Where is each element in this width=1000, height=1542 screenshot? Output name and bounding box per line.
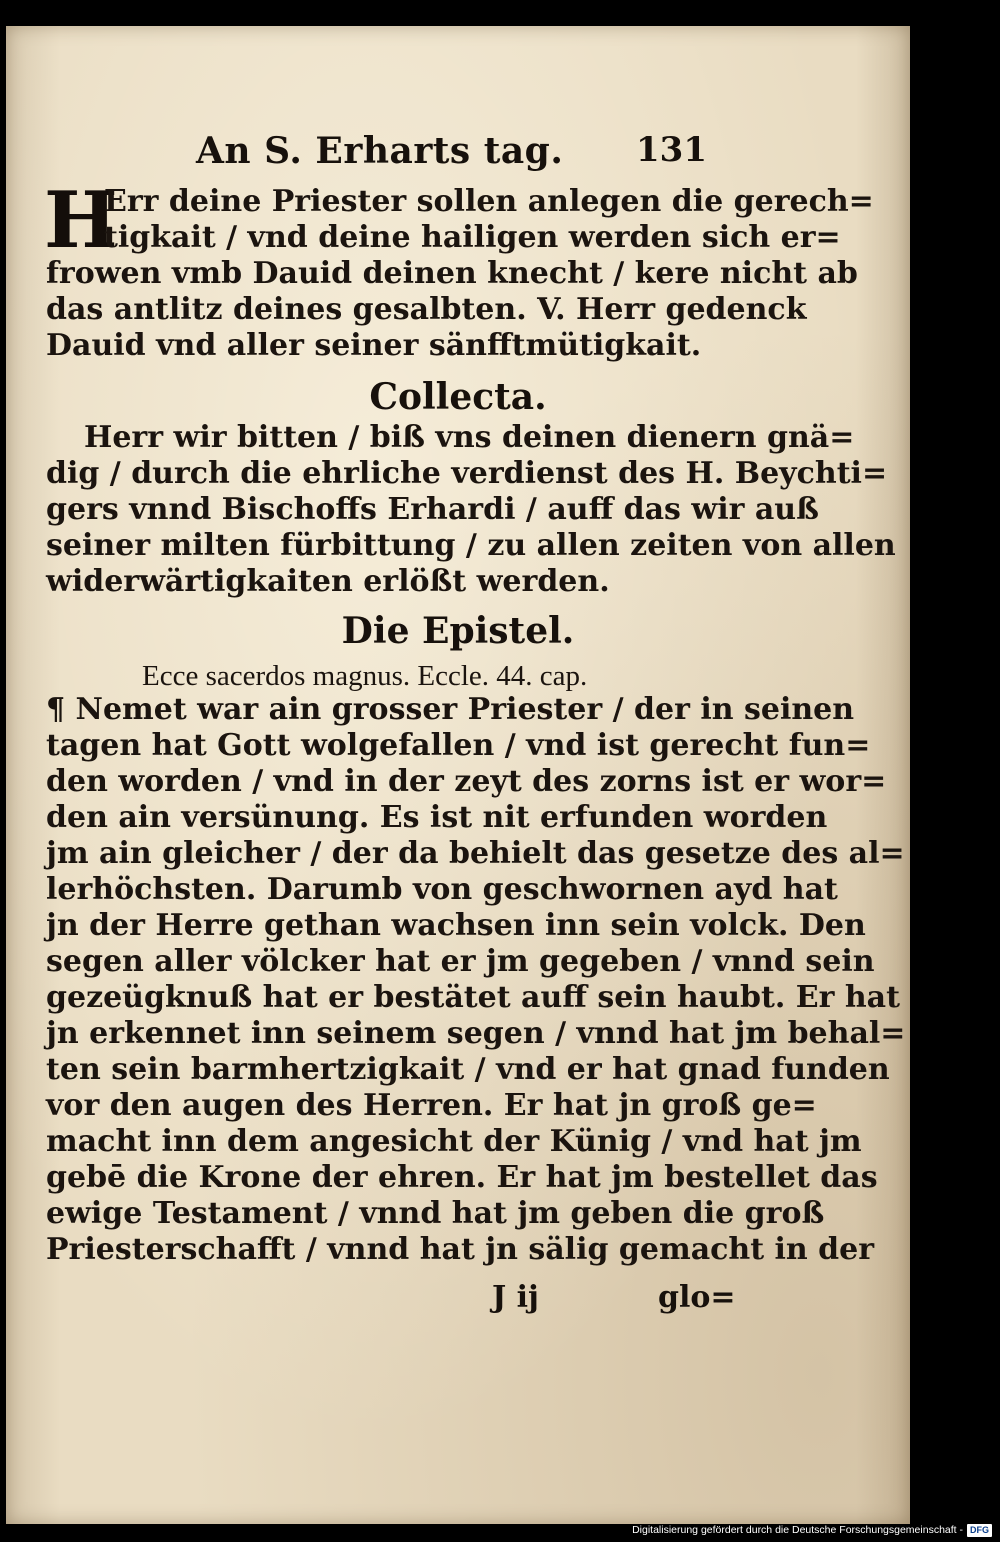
epistel-line: segen aller völcker hat er jm gegeben / vnnd sein	[46, 944, 875, 979]
epistel-line: vor den augen des Herren. Er hat jn groß ge=	[46, 1088, 817, 1123]
dfg-logo: DFG	[967, 1524, 992, 1537]
collecta-heading: Collecta.	[369, 376, 547, 418]
collecta-line: widerwärtigkaiten erlößt werden.	[46, 564, 610, 599]
epistel-line: ¶ Nemet war ain grosser Priester / der in seinen	[46, 692, 855, 727]
opening-line: tigkait / vnd deine hailigen werden sich er=	[104, 220, 841, 255]
digitization-credit	[632, 1522, 992, 1538]
collecta-line: dig / durch die ehrliche verdienst des H. Beychti=	[46, 456, 888, 491]
epistel-line: ewige Testament / vnnd hat jm geben die groß	[46, 1196, 825, 1231]
epistel-reference: Ecce sacerdos magnus. Eccle. 44. cap.	[142, 660, 588, 692]
signature-mark: J ij	[492, 1280, 539, 1315]
collecta-line: seiner milten fürbittung / zu allen zeiten von allen	[46, 528, 896, 563]
folio-number: 131	[636, 130, 707, 170]
drop-initial: H	[44, 175, 118, 266]
running-header	[196, 130, 736, 176]
book-page	[6, 26, 910, 1524]
epistel-line: gebē die Krone der ehren. Er hat jm bestellet das	[46, 1160, 878, 1195]
opening-line: frowen vmb Dauid deinen knecht / kere nicht ab	[46, 256, 858, 291]
collecta-line: gers vnnd Bischoffs Erhardi / auff das wir auß	[46, 492, 819, 527]
epistel-line: ten sein barmhertzigkait / vnd er hat gnad funden	[46, 1052, 890, 1087]
opening-line: das antlitz deines gesalbten. V. Herr gedenck	[46, 292, 807, 327]
epistel-line: den ain versünung. Es ist nit erfunden worden	[46, 800, 828, 835]
epistel-line: tagen hat Gott wolgefallen / vnd ist gerecht fun=	[46, 728, 871, 763]
opening-line: Dauid vnd aller seiner sänfftmütigkait.	[46, 328, 702, 363]
epistel-line: gezeügknuß hat er bestätet auff sein haubt. Er hat	[46, 980, 900, 1015]
epistel-line: macht inn dem angesicht der Künig / vnd hat jm	[46, 1124, 862, 1159]
collecta-line: Herr wir bitten / biß vns deinen dienern gnä=	[84, 420, 855, 455]
epistel-line: jn der Herre gethan wachsen inn sein volck. Den	[46, 908, 866, 943]
credit-text: Digitalisierung gefördert durch die Deutsche Forschungsgemeinschaft -	[632, 1524, 963, 1536]
epistel-line: jm ain gleicher / der da behielt das gesetze des al=	[46, 836, 905, 871]
epistel-line: Priesterschafft / vnnd hat jn sälig gemacht in der	[46, 1232, 875, 1267]
epistel-line: jn erkennet inn seinem segen / vnnd hat jm behal=	[46, 1016, 906, 1051]
epistel-line: den worden / vnd in der zeyt des zorns ist er wor=	[46, 764, 887, 799]
catchword: glo=	[658, 1280, 736, 1315]
epistel-heading: Die Epistel.	[341, 610, 575, 652]
running-title: An S. Erharts tag.	[196, 130, 564, 172]
opening-line: Err deine Priester sollen anlegen die gerech=	[104, 184, 874, 219]
epistel-line: lerhöchsten. Darumb von geschwornen ayd hat	[46, 872, 838, 907]
